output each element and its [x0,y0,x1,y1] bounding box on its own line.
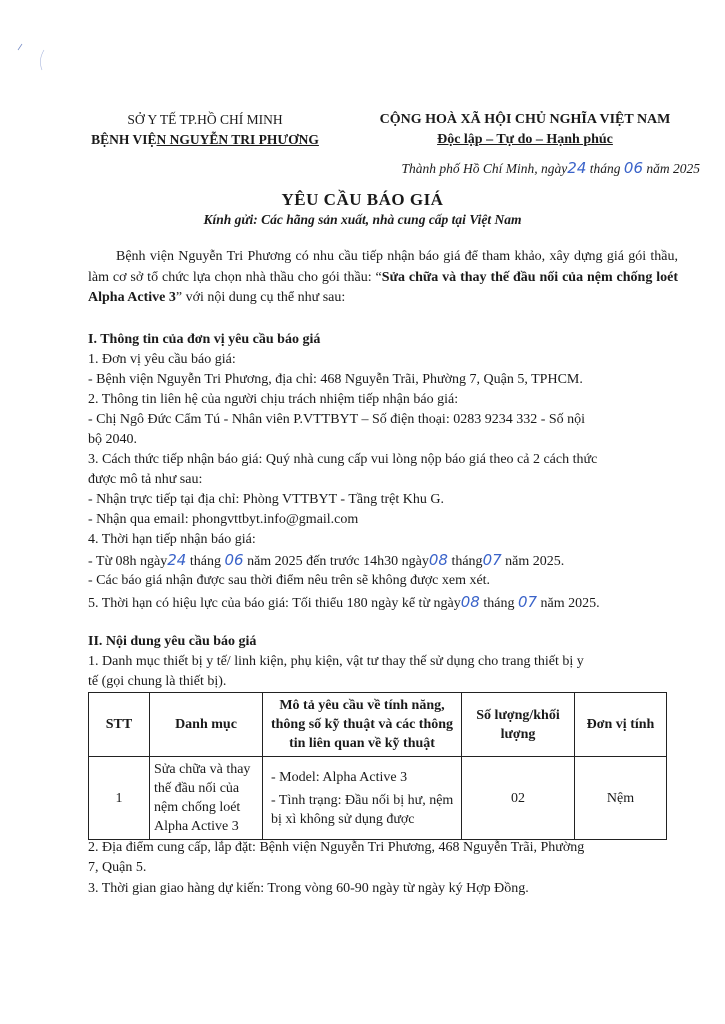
handwritten-day: 08 [460,593,480,611]
intro-tail: ” với nội dung cụ thể như sau: [175,290,346,305]
desc-status: - Tình trạng: Đầu nối bị hư, nệm bị xì không sử dụng được [271,792,454,827]
header-left [60,110,350,150]
table-header-row [89,693,667,757]
package-name: Sửa chữa và thay thế đầu nối của nệm chống loét Alpha Active 3 [88,269,678,305]
document-recipient: Kính gửi: Các hãng sản xuất, nhà cung cấp tại Việt Nam [203,212,522,227]
table-header: Đơn vị tính [575,693,667,757]
desc-model: - Model: Alpha Active 3 [271,769,408,785]
department-name: SỞ Y TẾ TP.HỒ CHÍ MINH [127,112,283,127]
date-year: năm 2025 [646,161,700,176]
handwritten-day: 08 [428,551,448,569]
section2-heading: II. Nội dung yêu cầu báo giá [88,634,257,649]
s2-line: 2. Địa điểm cung cấp, lắp đặt: Bệnh viện Nguyễn Tri Phương, 468 Nguyễn Trãi, Phường [88,840,585,855]
s2-line: 7, Quận 5. [88,860,147,875]
s1-line: được mô tả như sau: [88,472,203,487]
national-motto: Độc lập – Tự do – Hạnh phúc [437,132,613,147]
date-month-handwritten: 06 [623,159,643,177]
date-day-handwritten: 24 [567,159,587,177]
deadline-text: - Từ 08h ngày [88,554,168,569]
handwritten-month: 07 [517,593,538,611]
cell-item: Sửa chữa và thay thế đầu nối của nệm chống loét Alpha Active 3 [150,757,263,840]
items-table [88,692,667,840]
s2-line: 3. Thời gian giao hàng dự kiến: Trong vòng 60-90 ngày từ ngày ký Hợp Đồng. [88,881,529,896]
document-title: YÊU CẦU BÁO GIÁ [281,190,444,209]
intro-paragraph [88,247,678,309]
s1-line: - Nhận trực tiếp tại địa chỉ: Phòng VTTBYT - Tầng trệt Khu G. [88,492,444,507]
table-row [89,757,667,840]
deadline-text: năm 2025. [501,554,565,569]
date-prefix: Thành phố Hồ Chí Minh, ngày [401,161,568,176]
s2-line: tế (gọi chung là thiết bị). [88,674,227,689]
handwritten-month: 06 [224,551,244,569]
hospital-name [60,130,350,150]
national-title: CỘNG HOÀ XÃ HỘI CHỦ NGHĨA VIỆT NAM [379,112,671,127]
hospital-name-part1: BỆNH VIỆ [91,132,157,147]
s1-line: - Bệnh viện Nguyễn Tri Phương, địa chỉ: 468 Nguyễn Trãi, Phường 7, Quận 5, TPHCM. [88,372,583,387]
document-date [340,159,700,177]
s1-line: 4. Thời hạn tiếp nhận báo giá: [88,532,256,547]
table-header: Danh mục [150,693,263,757]
table-header: Số lượng/khối lượng [462,693,575,757]
cell-stt: 1 [89,757,150,840]
cell-desc [263,757,462,840]
hospital-name-part2: N NGUYỄN TRI PHƯƠNG [156,132,319,147]
s1-line: - Các báo giá nhận được sau thời điểm nêu trên sẽ không được xem xét. [88,573,491,588]
handwritten-month: 07 [482,551,502,569]
deadline-text: năm 2025 đến trước 14h30 ngày [243,554,429,569]
validity-text: năm 2025. [537,596,600,611]
s1-line: - Chị Ngô Đức Cẩm Tú - Nhân viên P.VTTBYT – Số điện thoại: 0283 9234 332 - Số nội [88,412,586,427]
email-line: - Nhận qua email: phongvttbyt.info@gmail.com [88,512,359,527]
cell-unit: Nệm [575,757,667,840]
deadline-line [88,550,564,572]
s1-line: 3. Cách thức tiếp nhận báo giá: Quý nhà cung cấp vui lòng nộp báo giá theo cả 2 cách thức [88,452,598,467]
s1-line: bộ 2040. [88,432,137,447]
header-right [355,110,695,150]
table-header: Mô tả yêu cầu về tính năng, thông số kỹ thuật và các thông tin liên quan về kỹ thuật [263,693,462,757]
cell-qty: 02 [462,757,575,840]
section1-heading: I. Thông tin của đơn vị yêu cầu báo giá [88,332,321,347]
pen-mark [8,20,48,80]
table-header: STT [89,693,150,757]
deadline-text: tháng [447,554,483,569]
validity-text: 5. Thời hạn có hiệu lực của báo giá: Tối thiểu 180 ngày kể từ ngày [88,596,461,611]
handwritten-day: 24 [167,551,187,569]
s2-line: 1. Danh mục thiết bị y tế/ linh kiện, phụ kiện, vật tư thay thế sử dụng cho trang thiết bị y [88,654,584,669]
intro-text: Bệnh viện Nguyễn Tri Phương có nhu cầu tiếp nhận báo giá để tham khảo, xây dựng giá gói thầu, làm cơ sở tổ chức lựa chọn nhà thầu cho gói thầu: “ [88,249,678,285]
validity-line [88,592,600,614]
s1-line: 1. Đơn vị yêu cầu báo giá: [88,352,236,367]
validity-text: tháng [479,596,518,611]
date-month-label: tháng [589,161,621,176]
deadline-text: tháng [186,554,225,569]
s1-line: 2. Thông tin liên hệ của người chịu trách nhiệm tiếp nhận báo giá: [88,392,459,407]
